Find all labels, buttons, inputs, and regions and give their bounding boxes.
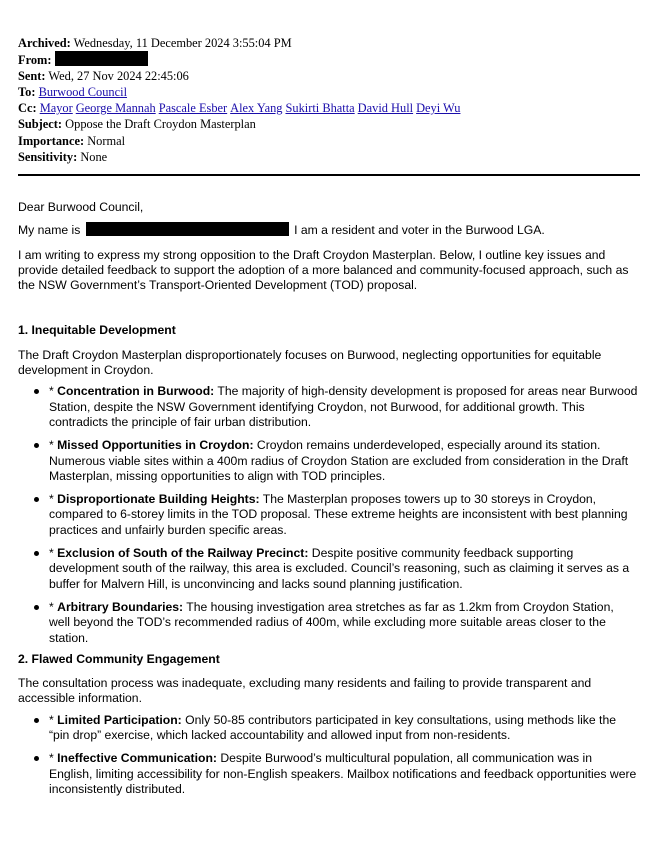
subject-value: Oppose the Draft Croydon Masterplan xyxy=(65,117,256,132)
importance-row xyxy=(18,133,638,149)
section-list-2 xyxy=(18,713,638,797)
sent-value: Wed, 27 Nov 2024 22:45:06 xyxy=(48,69,189,84)
archived-value: Wednesday, 11 December 2024 3:55:04 PM xyxy=(73,36,292,50)
list-item: * Exclusion of South of the Railway Precinct: Despite positive community feedback supporting development south of the railway, this area is excluded. Council’s reasoning, such as claiming it serves as a buffer for Malvern Hill, is unconvincing and lacks sound planning justification. xyxy=(49,546,638,592)
list-item: * Limited Participation: Only 50-85 contributors participated in key consultations, using methods like the “pin drop” exercise, which lacked accountability and allowed input from non-residents. xyxy=(49,713,638,744)
section-text-1: The Draft Croydon Masterplan disproportionately focuses on Burwood, neglecting opportunities for equitable development in Croydon. xyxy=(18,347,602,378)
name-suffix: I am a resident and voter in the Burwood LGA. xyxy=(294,223,545,238)
to-label: To: xyxy=(18,85,36,100)
importance-label: Importance: xyxy=(18,133,85,148)
list-item-text: Croydon remains underdeveloped, especially around its station. Numerous viable sites within a 400m radius of Croydon Station are excluded from consideration in the Draft Masterplan, missing opportunities to align with TOD principles. xyxy=(49,438,629,483)
list-item: * Missed Opportunities in Croydon: Croydon remains underdeveloped, especially around its station. Numerous viable sites within a 400m radius of Croydon Station are excluded from consideration in the Draft Masterplan, missing opportunities to align with TOD principles. xyxy=(49,438,638,484)
to-row xyxy=(18,84,638,100)
section-heading-2: 2. Flawed Community Engagement xyxy=(18,651,220,666)
sensitivity-label: Sensitivity: xyxy=(18,149,78,164)
cc-link-david-hull[interactable]: David Hull xyxy=(357,101,414,116)
list-item: * Disproportionate Building Heights: The Masterplan proposes towers up to 30 storeys in Croydon, compared to 6-storey limits in the TOD proposal. These extreme heights are inconsistent with best planning practices and unfairly burden specific areas. xyxy=(49,492,638,538)
list-item-title: Ineffective Communication: xyxy=(57,751,217,766)
cc-link-alex-yang[interactable]: Alex Yang xyxy=(230,101,283,116)
cc-link-deyi-wu[interactable]: Deyi Wu xyxy=(416,101,461,116)
section-text-2: The consultation process was inadequate, excluding many residents and failing to provide transparent and accessible information. xyxy=(18,676,592,706)
section-heading-1: 1. Inequitable Development xyxy=(18,323,176,338)
to-link[interactable]: Burwood Council xyxy=(38,85,128,100)
sensitivity-value: None xyxy=(80,149,108,164)
cc-link-sukirti-bhatta[interactable]: Sukirti Bhatta xyxy=(285,101,355,116)
archived-label: Archived: xyxy=(18,36,71,50)
list-item-text: The housing investigation area stretches as far as 1.2km from Croydon Station, well beyond the TOD’s recommended radius of 400m, while excluding more suitable areas closer to the station. xyxy=(49,599,614,645)
list-item: * Ineffective Communication: Despite Burwood’s multicultural population, all communication was in English, limiting accessibility for non-English speakers. Mailbox notifications and feedback opportunities were inconsistently distributed. xyxy=(49,751,637,796)
list-item-title: Missed Opportunities in Croydon: xyxy=(57,438,254,453)
list-item-title: Limited Participation: xyxy=(57,712,182,727)
list-item-text: The majority of high-density development is proposed for areas near Burwood Station, despite the NSW Government identifying Croydon, not Burwood, for additional growth. This contradicts the principle of fair urban distribution. xyxy=(49,384,638,429)
cc-link-george-mannah[interactable]: George Mannah xyxy=(75,101,156,116)
salutation: Dear Burwood Council, xyxy=(18,200,144,214)
sent-label: Sent: xyxy=(18,69,46,84)
list-item-text: The Masterplan proposes towers up to 30 storeys in Croydon, compared to 6-storey limits in the TOD proposal. These extreme heights are inconsistent with best planning practices and unfairly burden specific areas. xyxy=(49,492,628,537)
list-item-title: Arbitrary Boundaries: xyxy=(57,599,184,614)
list-item-title: Concentration in Burwood: xyxy=(57,384,215,399)
header-divider xyxy=(18,174,640,176)
list-item-text: Only 50-85 contributors participated in key consultations, using methods like the “pin drop” exercise, which lacked accountability and allowed input from non-residents. xyxy=(49,712,616,743)
list-item-title: Exclusion of South of the Railway Precinct: xyxy=(57,546,309,561)
sensitivity-row xyxy=(18,149,638,165)
list-item: * Arbitrary Boundaries: The housing investigation area stretches as far as 1.2km from Croydon Station, well beyond the TOD’s recommended radius of 400m, while excluding more suitable areas closer to the station. xyxy=(49,600,638,646)
cc-row xyxy=(18,100,638,116)
from-row xyxy=(18,51,638,68)
list-item-text: Despite Burwood’s multicultural population, all communication was in English, limiting accessibility for non-English speakers. Mailbox notifications and feedback opportunities were inconsistently distributed. xyxy=(49,751,637,796)
archived-row xyxy=(18,35,638,51)
sent-row xyxy=(18,68,638,84)
intro-paragraph: I am writing to express my strong opposition to the Draft Croydon Masterplan. Below, I outline key issues and provide detailed feedback to support the adoption of a more balanced and community-focused approach, such as the NSW Government’s Transport-Oriented Development (TOD) proposal. xyxy=(18,247,629,293)
subject-label: Subject: xyxy=(18,117,63,132)
email-header xyxy=(18,35,638,165)
cc-label: Cc: xyxy=(18,101,37,116)
section-list-1 xyxy=(18,384,638,645)
list-item-title: Disproportionate Building Heights: xyxy=(57,492,260,507)
name-redaction xyxy=(86,222,289,236)
cc-link-pascale-esber[interactable]: Pascale Esber xyxy=(158,101,228,116)
cc-link-mayor[interactable]: Mayor xyxy=(39,101,73,116)
from-label: From: xyxy=(18,53,52,68)
subject-row xyxy=(18,116,638,132)
letter-body xyxy=(18,200,638,805)
from-redaction xyxy=(55,51,148,66)
list-item: * Concentration in Burwood: The majority of high-density development is proposed for areas near Burwood Station, despite the NSW Government identifying Croydon, not Burwood, for additional growth. This contradicts the principle of fair urban distribution. xyxy=(49,384,638,429)
importance-value: Normal xyxy=(87,133,126,148)
name-prefix: My name is xyxy=(18,223,81,238)
list-item-text: Despite positive community feedback supporting development south of the railway, this area is excluded. Council’s reasoning, such as claiming it serves as a buffer for Malvern Hill, is unconvincing and lacks sound planning justification. xyxy=(49,546,630,591)
name-line xyxy=(18,222,638,238)
